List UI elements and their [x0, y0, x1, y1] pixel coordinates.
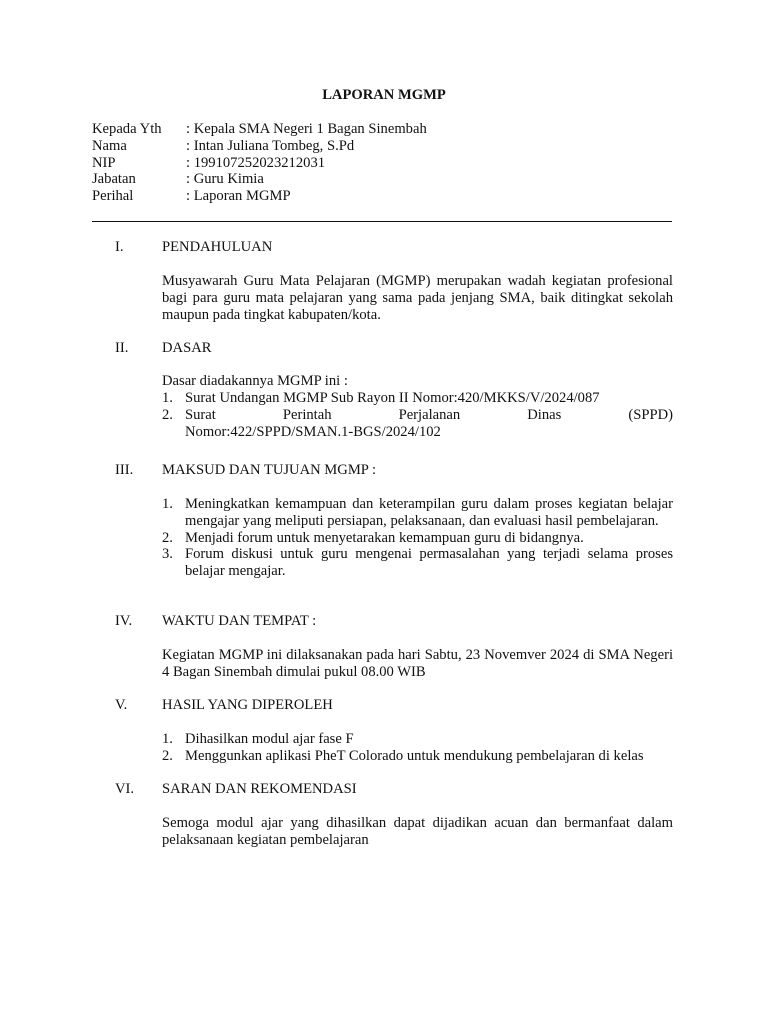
list-item-number: 1. — [162, 731, 173, 747]
list-item — [162, 407, 673, 441]
list-item-number: 1. — [162, 390, 173, 406]
section-title: WAKTU DAN TEMPAT : — [162, 613, 317, 629]
section-number: II. — [115, 340, 129, 356]
section-title: DASAR — [162, 340, 212, 356]
list-item — [162, 546, 673, 580]
header-value: : 199107252023212031 — [186, 154, 326, 171]
section-title: HASIL YANG DIPEROLEH — [162, 697, 333, 713]
list-item-text: Forum diskusi untuk guru mengenai permasalahan yang terjadi selama proses belajar mengajar. — [185, 546, 673, 580]
section-intro-basis: Dasar diadakannya MGMP ini : — [162, 373, 348, 389]
section-number: IV. — [115, 613, 133, 629]
header-value: : Guru Kimia — [186, 171, 264, 188]
section-heading-purpose — [115, 462, 675, 479]
list-item — [162, 731, 673, 748]
section-title: PENDAHULUAN — [162, 239, 273, 255]
section-heading-results — [115, 697, 675, 714]
list-item-number: 3. — [162, 546, 173, 563]
section-heading-introduction — [115, 239, 675, 256]
word: Dinas — [527, 406, 562, 423]
list-item — [162, 496, 673, 530]
list-item — [162, 748, 673, 765]
section-heading-time-place — [115, 613, 675, 630]
word: Surat — [185, 406, 216, 423]
word: Perintah — [282, 406, 332, 423]
document-title: LAPORAN MGMP — [322, 87, 446, 103]
list-item — [162, 390, 673, 407]
header-value: : Laporan MGMP — [186, 188, 291, 205]
list-item-text: Meningkatkan kemampuan dan keterampilan guru dalam proses kegiatan belajar mengajar yang meliputi persiapan, pelaksanaan, dan evaluasi hasil pembelajaran. — [185, 496, 673, 529]
header-label: Perihal — [92, 188, 134, 205]
header-label: Nama — [92, 137, 127, 154]
header-value: : Intan Juliana Tombeg, S.Pd — [186, 137, 355, 154]
header-label: Kepada Yth — [92, 121, 162, 137]
header-row-nip — [92, 155, 672, 172]
section-number: I. — [115, 239, 124, 255]
section-number: V. — [115, 697, 128, 713]
word: (SPPD) — [628, 406, 673, 423]
list-item-number: 2. — [162, 529, 173, 546]
header-row-position — [92, 171, 672, 188]
header-divider — [92, 221, 672, 222]
list-item-number: 1. — [162, 496, 173, 512]
list-item-number: 2. — [162, 747, 173, 764]
header-row-subject — [92, 188, 672, 205]
header-row-recipient — [92, 121, 672, 138]
header-label: NIP — [92, 154, 116, 171]
section-paragraph-introduction: Musyawarah Guru Mata Pelajaran (MGMP) merupakan wadah kegiatan profesional bagi para guru mata pelajaran yang sama pada jenjang SMA, baik ditingkat sekolah maupun pada tingkat kabupaten/kota. — [162, 273, 673, 323]
list-item-text: Dihasilkan modul ajar fase F — [185, 731, 354, 747]
list-item-text: Menggunkan aplikasi PheT Colorado untuk mendukung pembelajaran di kelas — [185, 747, 644, 764]
header-value: : Kepala SMA Negeri 1 Bagan Sinembah — [186, 121, 427, 137]
section-number: VI. — [115, 781, 135, 797]
header-row-name — [92, 138, 672, 155]
list-item-text: Surat Undangan MGMP Sub Rayon II Nomor:420/MKKS/V/2024/087 — [185, 390, 600, 406]
section-number: III. — [115, 462, 134, 478]
word: Perjalanan — [398, 406, 461, 423]
purpose-list — [162, 496, 673, 580]
list-item-text: Menjadi forum untuk menyetarakan kemampuan guru di bidangnya. — [185, 529, 584, 546]
section-paragraph-recommendations: Semoga modul ajar yang dihasilkan dapat dijadikan acuan dan bermanfaat dalam pelaksanaan kegiatan pembelajaran — [162, 815, 673, 848]
section-heading-basis — [115, 340, 675, 357]
section-title: MAKSUD DAN TUJUAN MGMP : — [162, 462, 377, 478]
list-item-number: 2. — [162, 406, 173, 423]
header-label: Jabatan — [92, 171, 136, 188]
section-heading-recommendations — [115, 781, 675, 798]
section-paragraph-time-place: Kegiatan MGMP ini dilaksanakan pada hari Sabtu, 23 Novemver 2024 di SMA Negeri 4 Bagan Sinembah dimulai pukul 08.00 WIB — [162, 647, 673, 680]
section-title: SARAN DAN REKOMENDASI — [162, 781, 357, 797]
letter-header — [92, 121, 672, 205]
list-item-line: Nomor:422/SPPD/SMAN.1-BGS/2024/102 — [185, 423, 441, 440]
list-item-line — [185, 407, 673, 424]
list-item — [162, 530, 673, 547]
basis-list — [162, 390, 673, 440]
list-item-text — [185, 407, 673, 441]
results-list — [162, 731, 673, 765]
